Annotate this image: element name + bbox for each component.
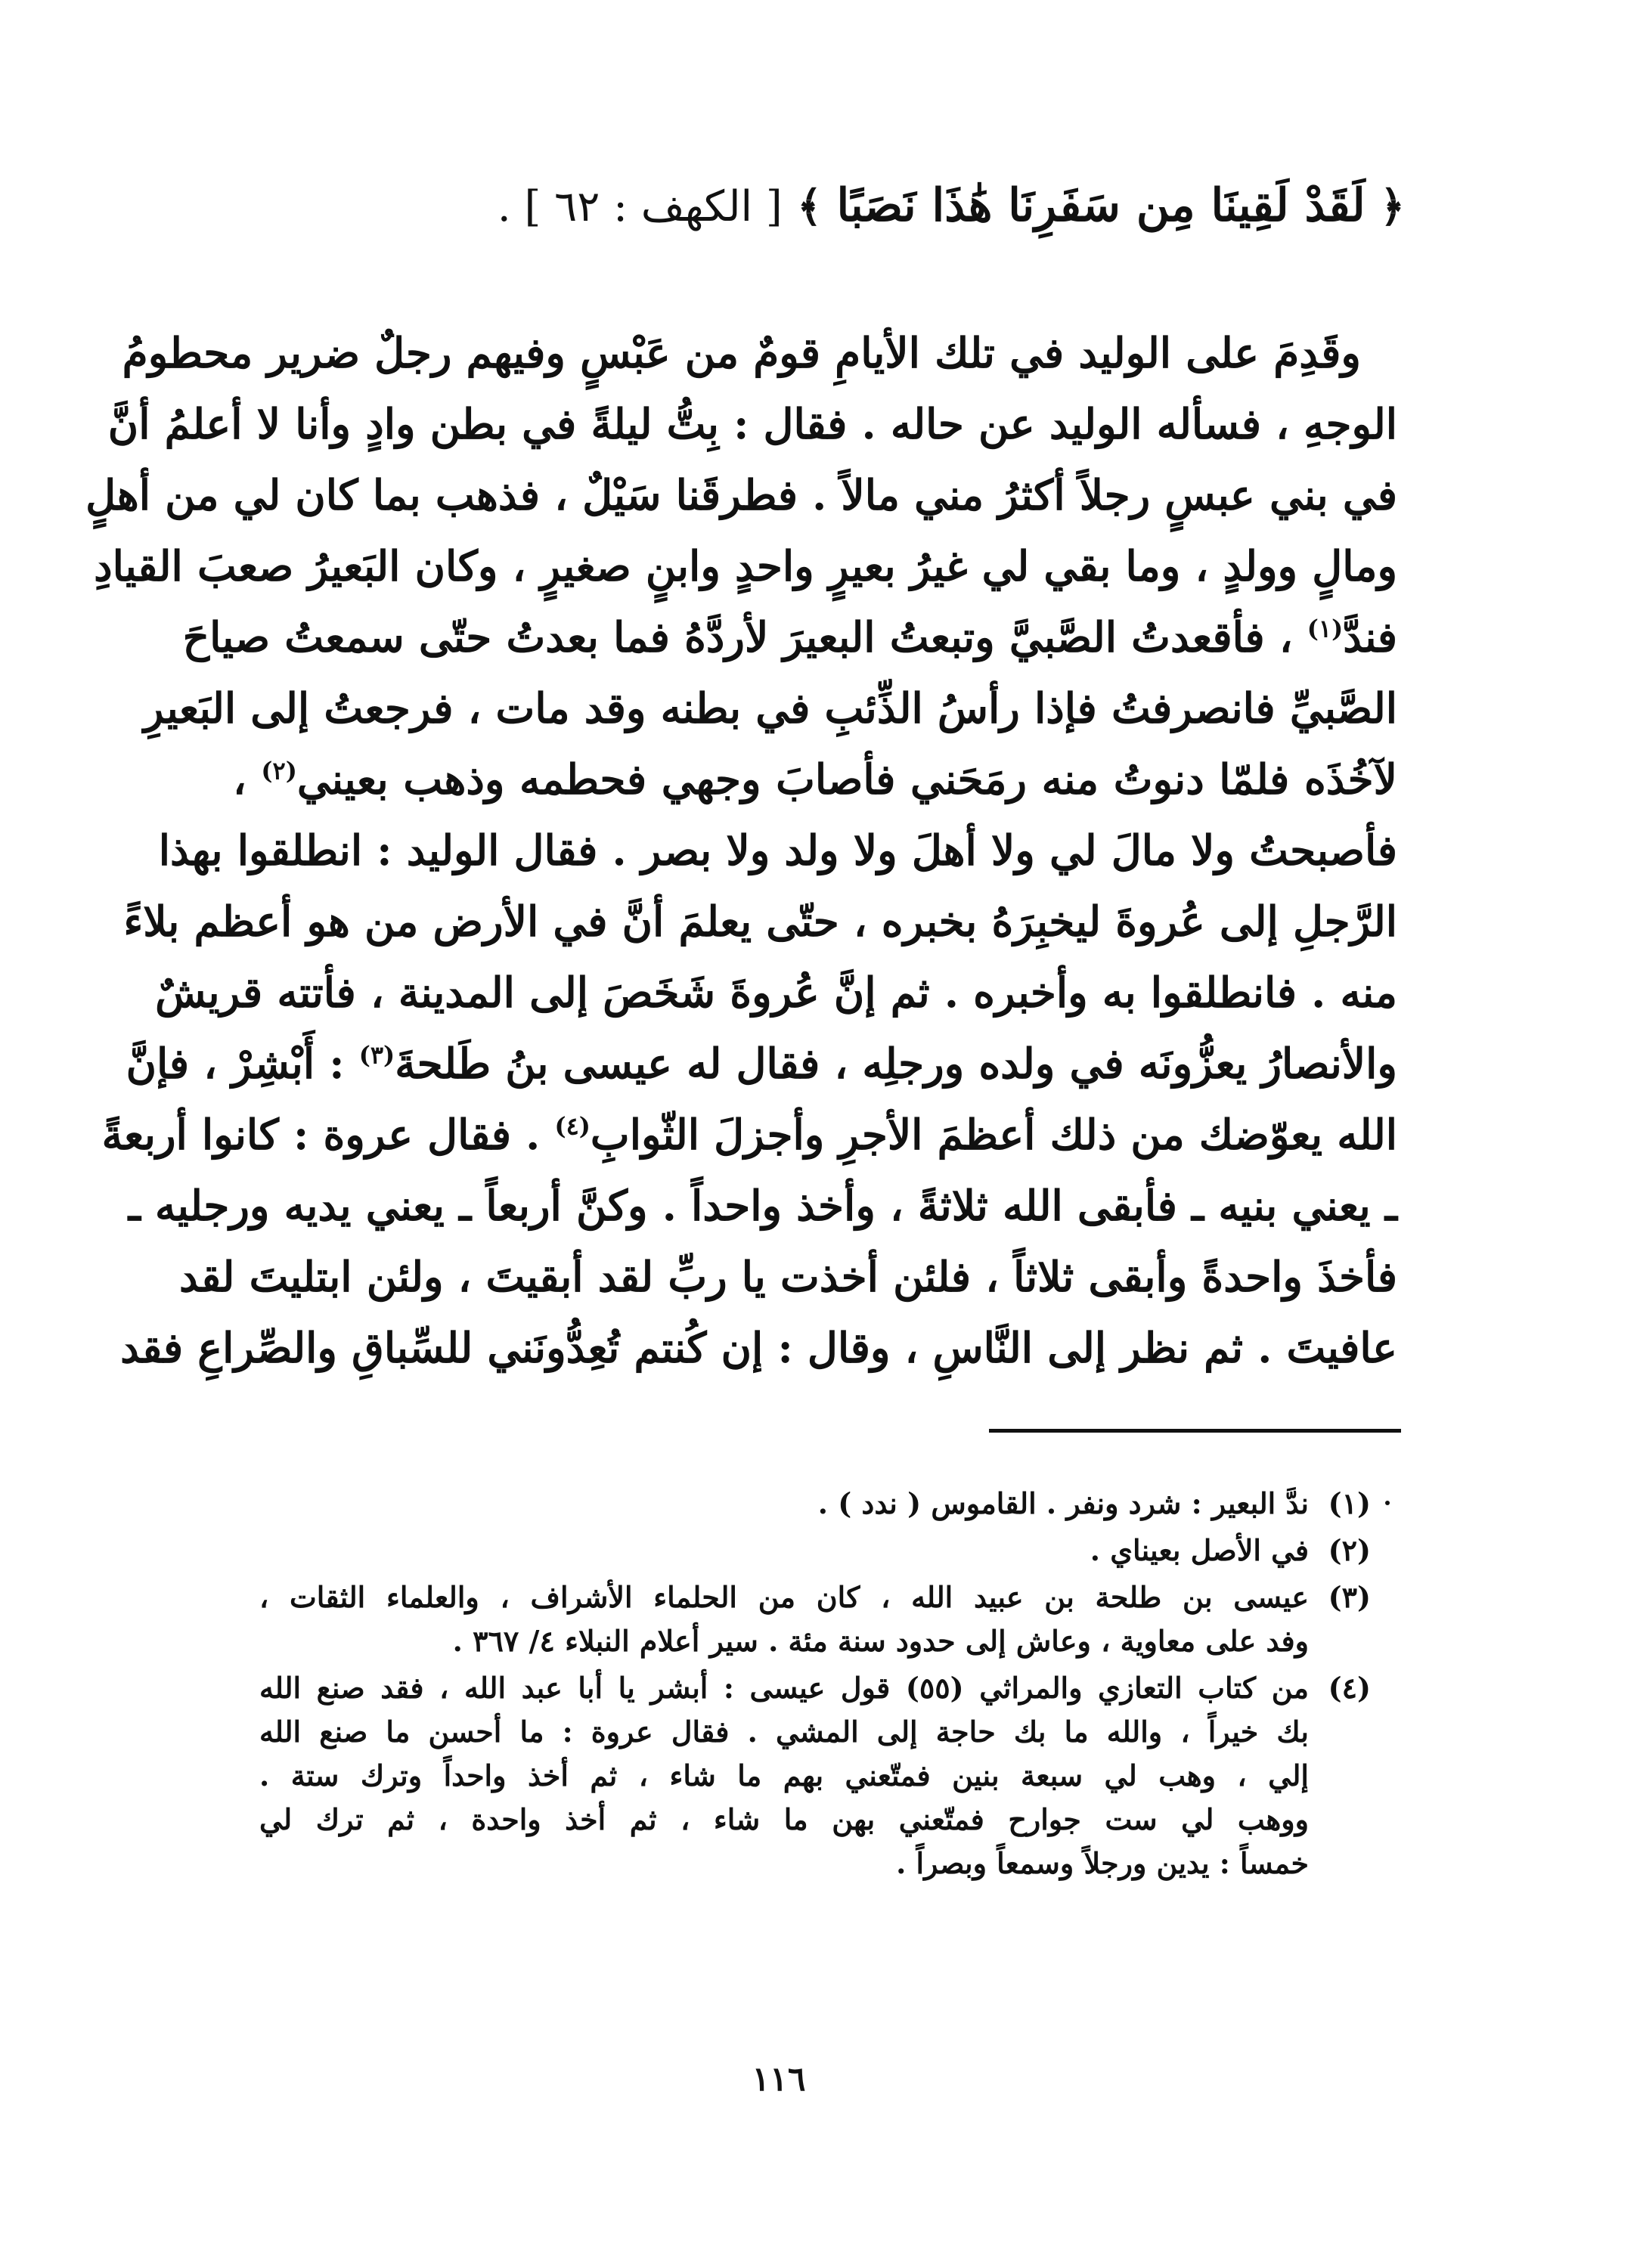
- body-line-rest: ، فأقعدتُ الصَّبيَّ وتبعتُ البعيرَ لأردَّهُ فما بعدتُ حتّى سمعتُ صياحَ: [182, 612, 1293, 662]
- footnote-body: [259, 1529, 1309, 1572]
- footnote-number: (٢): [1328, 1533, 1371, 1567]
- verse-text: لَقَدْ لَقِينَا مِن سَفَرِنَا هَٰذَا نَصَبًا: [836, 179, 1366, 232]
- verse-close-bracket: ﴾: [797, 181, 823, 231]
- body-line: الوجهِ ، فسأله الوليد عن حاله . فقال : بِتُّ ليلةً في بطن وادٍ وأنا لا أعلمُ أنَّ: [107, 399, 1397, 448]
- body-line-start: والأنصارُ يعزُّونَه في ولده ورجلِه ، فقال له عيسى بنُ طَلحةَ: [395, 1039, 1397, 1088]
- footnote-4: [259, 1666, 1371, 1885]
- footnote-3: [259, 1576, 1371, 1663]
- body-line: فأخذَ واحدةً وأبقى ثلاثاً ، فلئن أخذت يا ربِّ لقد أبقيتَ ، ولئن ابتليتَ لقد: [178, 1252, 1397, 1301]
- footnote-body: [259, 1576, 1309, 1663]
- footnote-ref-4: (٤): [554, 1111, 591, 1141]
- footnote-number: (١): [1328, 1486, 1371, 1520]
- footnote-ref-1: (١): [1307, 614, 1344, 643]
- body-line: فأصبحتُ ولا مالَ لي ولا أهلَ ولا ولد ولا بصر . فقال الوليد : انطلقوا بهذا: [158, 826, 1397, 875]
- verse-open-bracket: ﴿: [1380, 181, 1405, 231]
- body-line: [182, 602, 1397, 673]
- body-line-start: لآخُذَه فلمّا دنوتُ منه رمَحَني فأصابَ وجهي فحطمه وذهب بعيني: [296, 754, 1398, 804]
- page-number: ١١٦: [752, 2060, 806, 2099]
- footnote-2: [259, 1529, 1371, 1572]
- body-line: [233, 744, 1397, 815]
- footnote-body: [259, 1666, 1309, 1885]
- footnote-line: بك خيراً ، والله ما بك حاجة إلى المشي . فقال عروة : ما أحسن ما صنع الله: [259, 1715, 1309, 1749]
- footnote-separator-rule: [989, 1429, 1401, 1433]
- body-line: منه . فانطلقوا به وأخبره . ثم إنَّ عُروةَ شَخَصَ إلى المدينة ، فأتته قريشٌ: [155, 968, 1397, 1017]
- footnote-ref-3: (٣): [358, 1040, 395, 1070]
- body-line: [101, 1099, 1397, 1170]
- body-line-rest: . فقال عروة : كانوا أربعةً: [101, 1110, 541, 1159]
- main-body-text: [85, 318, 1398, 1383]
- body-line-start: فندَّ: [1343, 612, 1397, 662]
- body-line-end: ،: [233, 754, 246, 804]
- footnote-line: من كتاب التعازي والمراثي (٥٥) قول عيسى : أبشر يا أبا عبد الله ، فقد صنع الله: [259, 1671, 1309, 1705]
- body-line: وقَدِمَ على الوليد في تلك الأيامِ قومٌ من عَبْسٍ وفيهم رجلٌ ضرير محطومُ: [122, 328, 1361, 377]
- footnote-ref-2: (٢): [261, 756, 297, 785]
- footnote-line: في الأصل بعيناي .: [1090, 1533, 1309, 1567]
- body-line: في بني عبسٍ رجلاً أكثرُ مني مالاً . فطرقَنا سَيْلٌ ، فذهب بما كان لي من أهلٍ: [85, 470, 1397, 519]
- quran-verse-heading: [210, 175, 1405, 237]
- footnote-line: ندَّ البعير : شرد ونفر . القاموس ( ندد ) .: [817, 1486, 1309, 1520]
- footnote-number: (٤): [1328, 1671, 1371, 1705]
- body-line: الرَّجلِ إلى عُروةَ ليخبِرَهُ بخبره ، حتّى يعلمَ أنَّ في الأرض من هو أعظم بلاءً: [123, 897, 1397, 946]
- footnote-line: خمساً : يدين ورجلاً وسمعاً وبصراً .: [896, 1846, 1309, 1880]
- footnote-line: ووهب لي ست جوارح فمتّعني بهن ما شاء ، ثم أخذ واحدة ، ثم ترك لي: [259, 1802, 1309, 1836]
- footnote-line: إلي ، وهب لي سبعة بنين فمتّعني بهم ما شاء ، ثم أخذ واحداً وترك ستة .: [259, 1758, 1309, 1792]
- body-line: [126, 1028, 1397, 1099]
- footnote-line: وفد على معاوية ، وعاش إلى حدود سنة مئة . سير أعلام النبلاء ٤/ ٣٦٧ .: [452, 1624, 1309, 1658]
- footnotes-section: [259, 1482, 1371, 1888]
- body-line: ومالٍ وولدٍ ، وما بقي لي غيرُ بعيرٍ واحدٍ وابنٍ صغيرٍ ، وكان البَعيرُ صعبَ القيادِ: [94, 541, 1397, 590]
- footnote-1: [259, 1482, 1371, 1526]
- footnote-body: [259, 1482, 1309, 1526]
- body-line: عافيتَ . ثم نظر إلى النَّاسِ ، وقال : إن كُنتم تُعِدُّونَني للسِّباقِ والصِّراعِ فقد: [120, 1323, 1397, 1372]
- footnote-number: (٣): [1328, 1580, 1371, 1614]
- stray-dot: [1385, 1501, 1390, 1505]
- body-line: ـ يعني بنيه ـ فأبقى الله ثلاثةً ، وأخذ واحداً . وكنَّ أربعاً ـ يعني يديه ورجليه ـ: [128, 1181, 1397, 1230]
- body-line-rest: : أَبْشِرْ ، فإنَّ: [126, 1039, 345, 1088]
- body-line-start: الله يعوّضك من ذلك أعظمَ الأجرِ وأجزلَ الثّوابِ: [590, 1110, 1397, 1159]
- verse-reference: [ الكهف : ٦٢ ] .: [497, 182, 783, 231]
- footnote-line: عيسى بن طلحة بن عبيد الله ، كان من الحلماء الأشراف ، والعلماء الثقات ،: [259, 1580, 1309, 1614]
- body-line: الصَّبيِّ فانصرفتُ فإذا رأسُ الذِّئبِ في بطنه وقد مات ، فرجعتُ إلى البَعيرِ: [144, 683, 1397, 733]
